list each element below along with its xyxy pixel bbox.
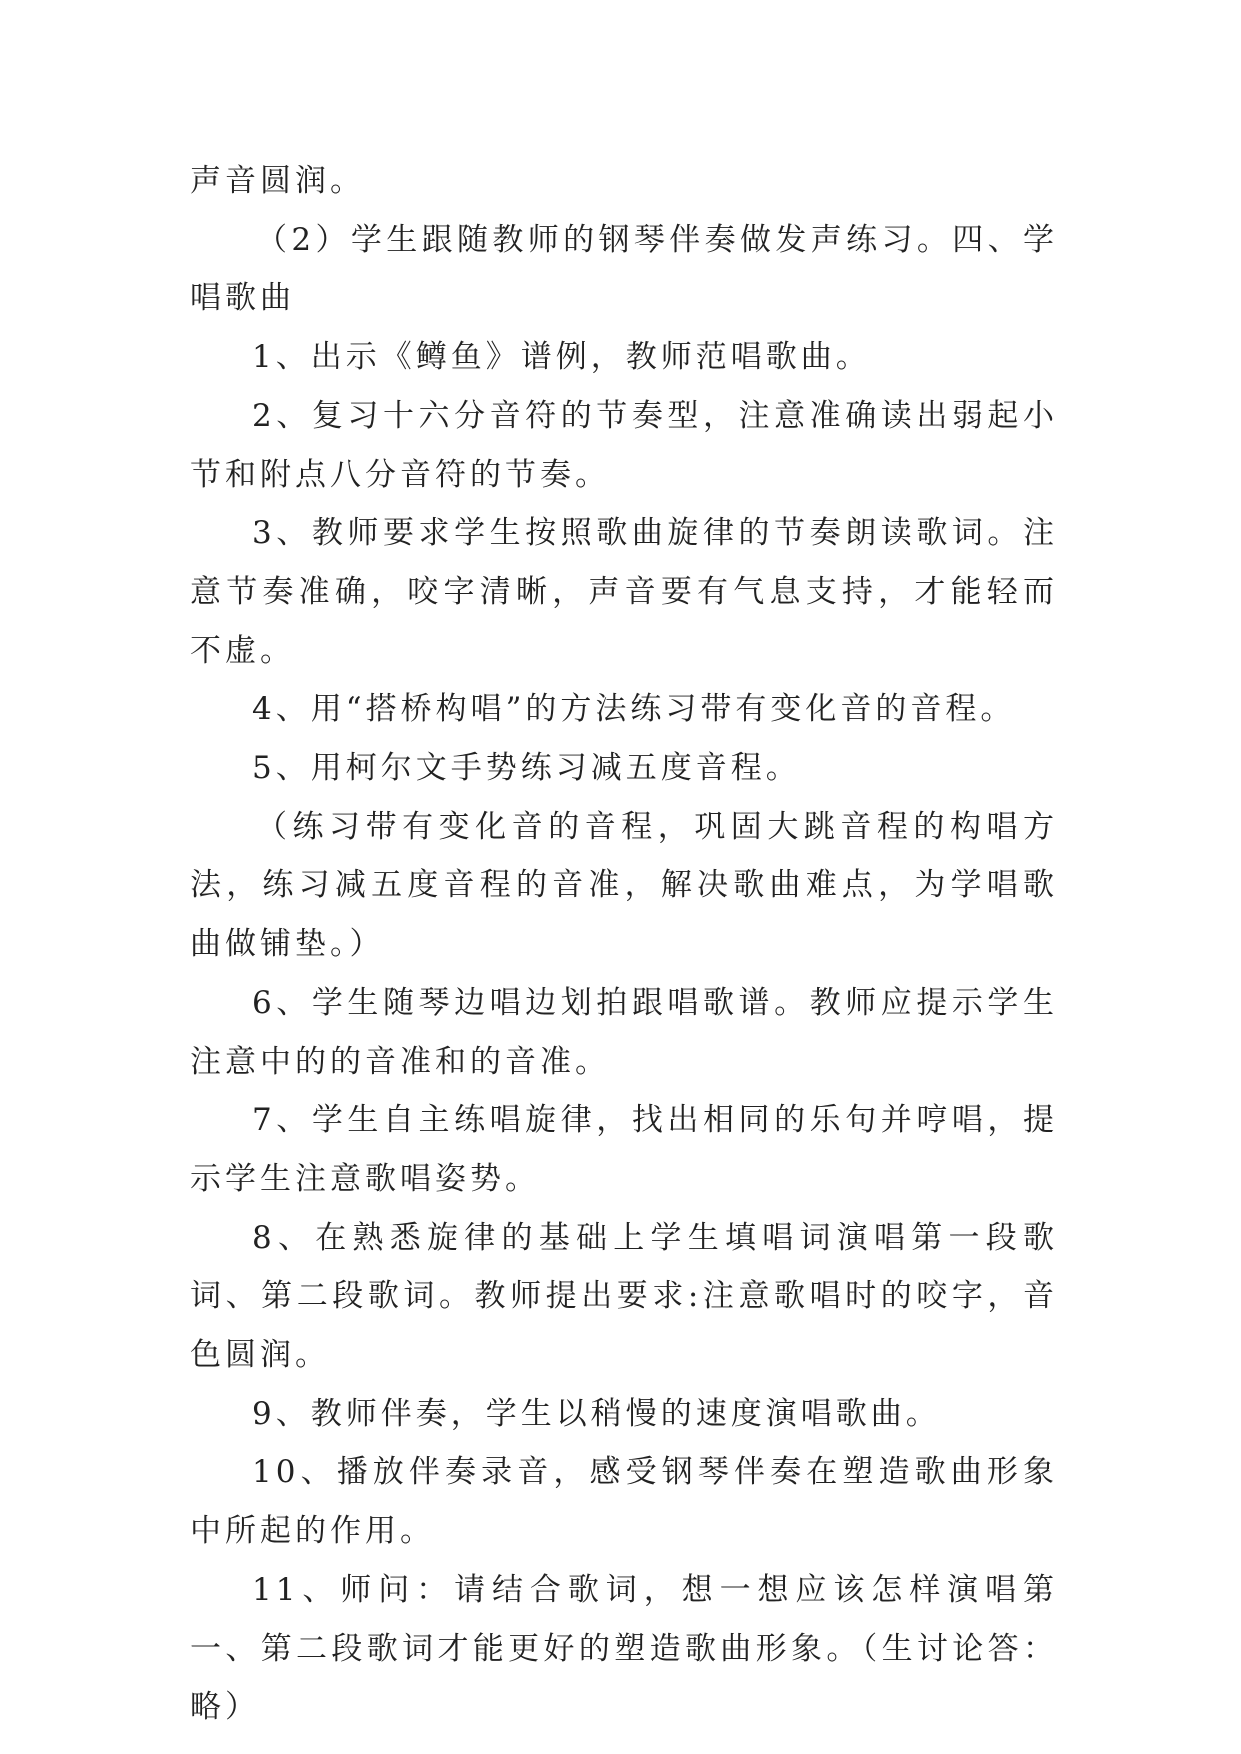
paragraph-step-11: 11、师问：请结合歌词，想一想应该怎样演唱第一、第二段歌词才能更好的塑造歌曲形象。（生讨论答：略） <box>190 1571 1058 1726</box>
paragraph-continuation: 声音圆润。 <box>190 163 365 199</box>
paragraph-step-5: 5、用柯尔文手势练习减五度音程。 <box>252 750 801 787</box>
paragraph-step-2: 2、复习十六分音符的节奏型，注意准确读出弱起小节和附点八分音符的节奏。 <box>190 397 1058 493</box>
paragraph-step-3: 3、教师要求学生按照歌曲旋律的节奏朗读歌词。注意节奏准确，咬字清晰，声音要有气息支持，才能轻而不虚。 <box>190 515 1058 669</box>
paragraph-step-8: 8、在熟悉旋律的基础上学生填唱词演唱第一段歌词、第二段歌词。教师提出要求:注意歌唱时的咬字，音色圆润。 <box>190 1219 1058 1374</box>
paragraph-step-6: 6、学生随琴边唱边划拍跟唱歌谱。教师应提示学生注意中的的音准和的音准。 <box>190 984 1058 1080</box>
body-text <box>190 152 1058 1737</box>
paragraph-step-1: 1、出示《鳟鱼》谱例，教师范唱歌曲。 <box>252 339 871 376</box>
paragraph-vocal-practice: （2）学生跟随教师的钢琴伴奏做发声练习。四、学唱歌曲 <box>190 221 1058 317</box>
paragraph-step-10: 10、播放伴奏录音，感受钢琴伴奏在塑造歌曲形象中所起的作用。 <box>190 1454 1058 1550</box>
paragraph-step-7: 7、学生自主练唱旋律，找出相同的乐句并哼唱，提示学生注意歌唱姿势。 <box>190 1102 1058 1197</box>
paragraph-note: （练习带有变化音的音程，巩固大跳音程的构唱方法，练习减五度音程的音准，解决歌曲难点，为学唱歌曲做铺垫。） <box>190 808 1058 963</box>
paragraph-step-4: 4、用“搭桥构唱”的方法练习带有变化音的音程。 <box>252 691 1016 728</box>
paragraph-step-9: 9、教师伴奏，学生以稍慢的速度演唱歌曲。 <box>252 1395 941 1432</box>
